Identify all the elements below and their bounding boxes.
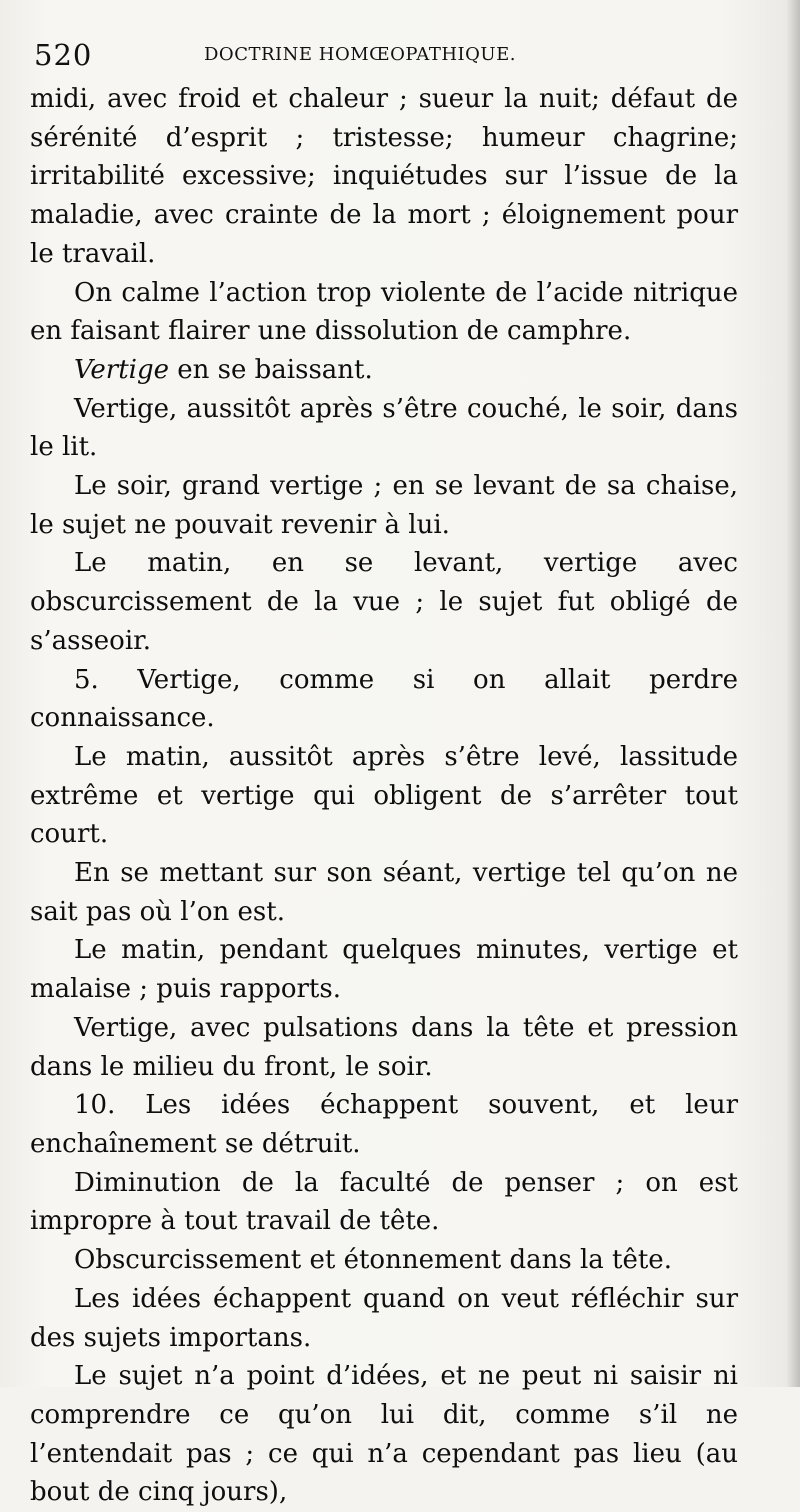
paragraph-9: En se mettant sur son séant, vertige tel qu’on ne sait pas où l’on est. xyxy=(30,858,738,927)
paragraph-10: Le matin, pendant quelques minutes, vertige et malaise ; puis rapports. xyxy=(30,935,738,1005)
page-body xyxy=(30,80,738,1512)
paragraph-3-lead: Vertige xyxy=(74,354,169,385)
paragraph-6: Le matin, en se levant, vertige avec obscurcissement de la vue ; le sujet fut obligé de s’asseoir. xyxy=(30,548,738,656)
paragraph-15: Les idées échappent quand on veut réfléchir sur des sujets importans. xyxy=(30,1283,738,1353)
paragraph-3 xyxy=(30,351,738,390)
paragraph-2: On calme l’action trop violente de l’acide nitrique en faisant flairer une dissolution de camphre. xyxy=(30,277,738,347)
paragraph-7: 5. Vertige, comme si on allait perdre connaissance. xyxy=(30,664,738,734)
page-edge-shadow xyxy=(786,0,800,1387)
page-header xyxy=(34,38,754,78)
page-number: 520 xyxy=(34,38,93,72)
paragraph-5: Le soir, grand vertige ; en se levant de sa chaise, le sujet ne pouvait revenir à lui. xyxy=(30,471,738,540)
running-title: DOCTRINE HOMŒOPATHIQUE. xyxy=(204,44,516,65)
paragraph-12: 10. Les idées échappent souvent, et leur enchaînement se détruit. xyxy=(30,1090,738,1159)
paragraph-16: Le sujet n’a point d’idées, et ne peut ni saisir ni comprendre ce qu’on lui dit, comme s’il ne l’entendait pas ; ce qui n’a cependant pas lieu (au bout de cinq jours), xyxy=(30,1361,738,1508)
paragraph-3-text: en se baissant. xyxy=(169,354,373,385)
paragraph-14: Obscurcissement et étonnement dans la tête. xyxy=(74,1245,672,1276)
paragraph-11: Vertige, avec pulsations dans la tête et pression dans le milieu du front, le soir. xyxy=(30,1012,738,1082)
paragraph-4: Vertige, aussitôt après s’être couché, le soir, dans le lit. xyxy=(30,393,738,463)
paragraph-8: Le matin, aussitôt après s’être levé, lassitude extrême et vertige qui obligent de s’arrêter tout court. xyxy=(30,741,738,850)
paragraph-13: Diminution de la faculté de penser ; on est impropre à tout travail de tête. xyxy=(30,1167,738,1237)
paragraph-1: midi, avec froid et chaleur ; sueur la nuit; défaut de sérénité d’esprit ; tristesse; humeur chagrine; irritabilité excessive; inquiétudes sur l’issue de la maladie, avec crainte de la mort ; éloignement pour le travail. xyxy=(30,84,738,269)
